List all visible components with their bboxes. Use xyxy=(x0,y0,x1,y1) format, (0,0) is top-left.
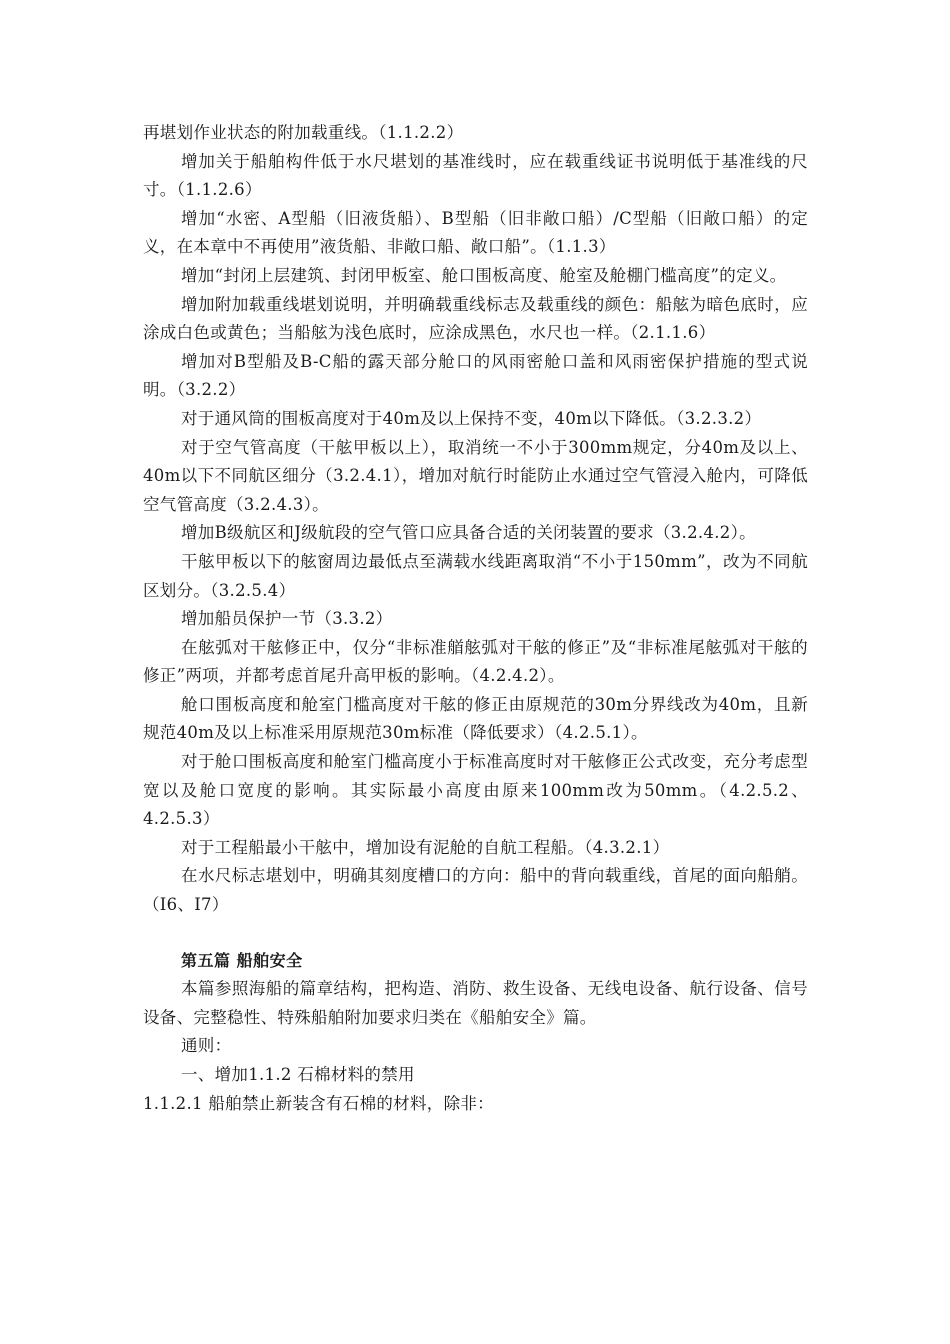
paragraph: 对于舱口围板高度和舱室门槛高度小于标准高度时对干舷修正公式改变，充分考虑型宽以及舱口宽度的影响。其实际最小高度由原来100mm改为50mm。（4.2.5.2、4.2.5.3） xyxy=(143,752,808,829)
paragraph: 增加“水密、A型船（旧液货船）、B型船（旧非敞口船）/C型船（旧敞口船）的定义，在本章中不再使用”液货船、非敞口船、敞口船”。（1.1.3） xyxy=(143,208,808,257)
paragraph: 舱口围板高度和舱室门槛高度对干舷的修正由原规范的30m分界线改为40m，且新规范40m及以上标准采用原规范30m标准（降低要求）（4.2.5.1）。 xyxy=(143,694,808,743)
paragraph: 通则： xyxy=(181,1036,232,1056)
paragraph: 再堪划作业状态的附加载重线。（1.1.2.2） xyxy=(143,123,464,142)
section-ship-safety-body xyxy=(143,975,808,1118)
paragraph: 1.1.2.1 船舶禁止新装含有石棉的材料，除非： xyxy=(143,1093,494,1113)
paragraph: 增加对B型船及B-C船的露天部分舱口的风雨密舱口盖和风雨密保护措施的型式说明。（3.2.2） xyxy=(143,351,808,400)
section-amendments-list xyxy=(143,119,808,920)
paragraph: 增加关于船舶构件低于水尺堪划的基准线时，应在载重线证书说明低于基准线的尺寸。（1.1.2.6） xyxy=(143,151,808,200)
paragraph: 一、增加1.1.2 石棉材料的禁用 xyxy=(181,1065,415,1084)
paragraph: 增加船员保护一节（3.3.2） xyxy=(181,609,393,629)
section-heading: 第五篇 船舶安全 xyxy=(181,950,303,970)
paragraph: 在舷弧对干舷修正中，仅分“非标准艏舷弧对干舷的修正”及“非标准尾舷弧对干舷的修正”两项，并都考虑首尾升高甲板的影响。（4.2.4.2）。 xyxy=(143,637,808,686)
paragraph: 干舷甲板以下的舷窗周边最低点至满载水线距离取消“不小于150mm”，改为不同航区划分。（3.2.5.4） xyxy=(143,551,808,600)
document-page xyxy=(143,119,808,1118)
paragraph: 增加B级航区和J级航段的空气管口应具备合适的关闭装置的要求（3.2.4.2）。 xyxy=(181,523,756,543)
paragraph: 在水尺标志堪划中，明确其刻度槽口的方向：船中的背向载重线，首尾的面向船艄。（Ⅰ6、Ⅰ7） xyxy=(143,866,808,915)
paragraph: 增加附加载重线堪划说明，并明确载重线标志及载重线的颜色：船舷为暗色底时，应涂成白色或黄色；当船舷为浅色底时，应涂成黑色，水尺也一样。（2.1.1.6） xyxy=(143,294,808,343)
paragraph: 对于通风筒的围板高度对于40m及以上保持不变，40m以下降低。（3.2.3.2） xyxy=(181,408,762,428)
paragraph: 本篇参照海船的篇章结构，把构造、消防、救生设备、无线电设备、航行设备、信号设备、完整稳性、特殊船舶附加要求归类在《船舶安全》篇。 xyxy=(143,979,808,1027)
paragraph: 对于工程船最小干舷中，增加设有泥舱的自航工程船。（4.3.2.1） xyxy=(181,837,670,857)
paragraph: 对于空气管高度（干舷甲板以上），取消统一不小于300mm规定，分40m及以上、40m以下不同航区细分（3.2.4.1），增加对航行时能防止水通过空气管浸入舱内，可降低空气管高度（3.2.4.3）。 xyxy=(143,437,808,514)
paragraph: 增加“封闭上层建筑、封闭甲板室、舱口围板高度、舱室及舱棚门槛高度”的定义。 xyxy=(181,265,787,285)
